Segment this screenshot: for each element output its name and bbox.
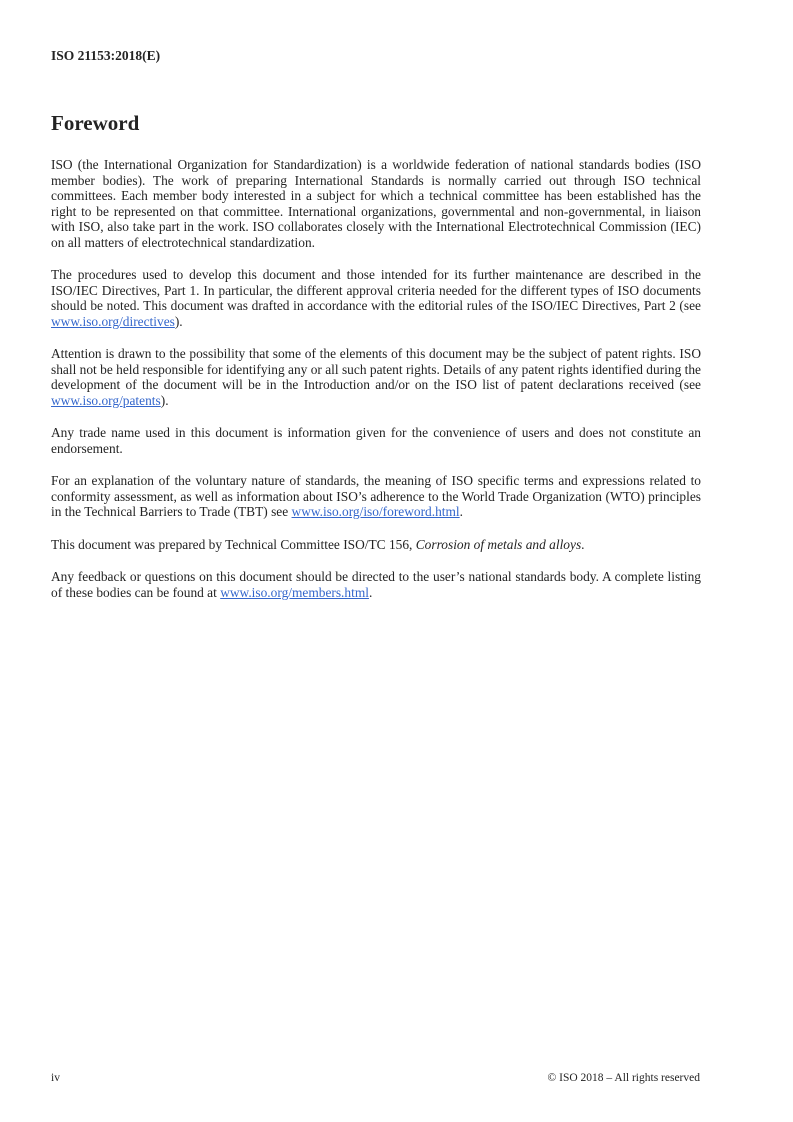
paragraph-7: [51, 569, 701, 600]
text-run: .: [459, 504, 464, 519]
text-run: Any feedback or questions on this document should be directed to the user’s national standards body. A complete listing of these bodies can be found at: [51, 569, 701, 600]
text-run: .: [581, 536, 585, 552]
text-run: The procedures used to develop this document and those intended for its further maintenance are described in the ISO/IEC Directives, Part 1. In particular, the different approval criteria needed for the different types of ISO documents should be noted. This document was drafted in accordance with the editorial rules of the ISO/IEC Directives, Part 2 (see: [51, 267, 701, 313]
text-run: ).: [160, 392, 169, 408]
italic-text: Corrosion of metals and alloys: [415, 536, 582, 552]
page-footer: [51, 1071, 700, 1085]
text-run: This document was prepared by Technical Committee ISO/TC 156,: [51, 536, 416, 552]
text-run: .: [368, 584, 373, 600]
hyperlink[interactable]: www.iso.org/iso/foreword.html: [291, 504, 460, 519]
hyperlink[interactable]: www.iso.org/patents: [51, 392, 161, 408]
hyperlink[interactable]: www.iso.org/members.html: [220, 584, 369, 600]
hyperlink[interactable]: www.iso.org/directives: [51, 313, 175, 329]
text-run: Any trade name used in this document is information given for the convenience of users and does not constitute an endorsement.: [51, 425, 701, 456]
text-run: ISO (the International Organization for Standardization) is a worldwide federation of national standards bodies (ISO member bodies). The work of preparing International Standards is normally carried out through ISO technical committees. Each member body interested in a subject for which a technical committee has been established has the right to be represented on that committee. International organizations, governmental and non-governmental, in liaison with ISO, also take part in the work. ISO collaborates closely with the International Electrotechnical Commission (IEC) on all matters of electrotechnical standardization.: [51, 157, 701, 250]
paragraph-2: [51, 267, 701, 329]
text-run: Attention is drawn to the possibility that some of the elements of this document may be the subject of patent rights. ISO shall not be held responsible for identifying any or all such patent rights. Details of any patent rights identified during the development of the document will be in the Introduction and/or on the ISO list of patent declarations received (see: [51, 346, 701, 392]
page-title: Foreword: [51, 111, 140, 135]
page-number: iv: [51, 1072, 60, 1084]
page-content: [51, 0, 701, 617]
paragraph-5: [51, 473, 701, 520]
paragraph-1: [51, 157, 701, 250]
paragraph-6: [51, 537, 701, 553]
paragraph-4: [51, 425, 701, 456]
foreword-paragraphs: [51, 157, 701, 600]
copyright-notice: © ISO 2018 – All rights reserved: [547, 1072, 700, 1084]
paragraph-3: [51, 346, 701, 408]
text-run: ).: [174, 313, 183, 329]
text-run: For an explanation of the voluntary nature of standards, the meaning of ISO specific terms and expressions related to conformity assessment, as well as information about ISO’s adherence to the World Trade Organization (WTO) principles in the Technical Barriers to Trade (TBT) see: [51, 473, 701, 519]
document-id-header: ISO 21153:2018(E): [51, 48, 161, 63]
